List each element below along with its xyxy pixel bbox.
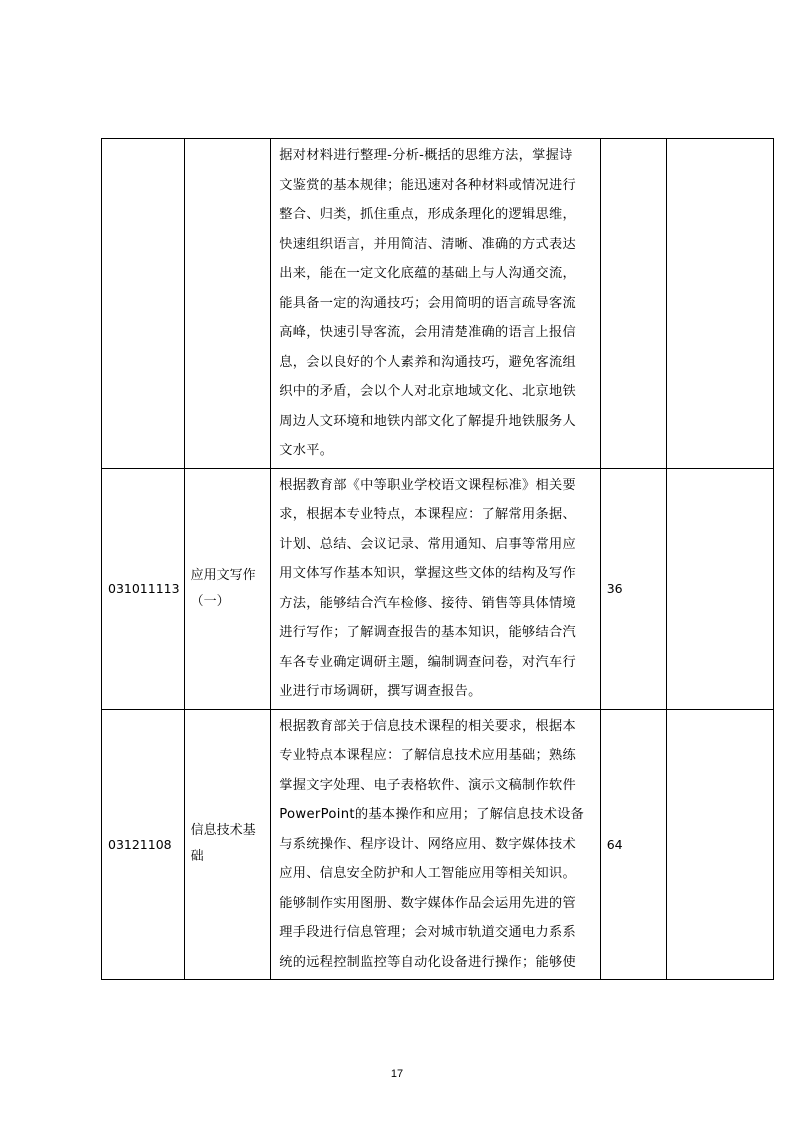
course-code-cell: 031011113	[102, 468, 185, 709]
course-code-cell	[102, 139, 185, 469]
description-line: 车各专业确定调研主题，编制调查问卷，对汽车行	[279, 654, 576, 670]
course-name-cell	[184, 139, 271, 469]
description-line: 掌握文字处理、电子表格软件、演示文稿制作软件	[279, 777, 576, 793]
remarks-cell	[667, 468, 774, 709]
remarks-cell	[667, 139, 774, 469]
description-line: 根据教育部关于信息技术课程的相关要求，根据本	[279, 718, 576, 734]
course-description-cell	[271, 139, 600, 469]
description-line: 根据教育部《中等职业学校语文课程标准》相关要	[279, 477, 576, 493]
course-name-cell: 信息技术基础	[184, 709, 271, 980]
course-code-cell: 03121108	[102, 709, 185, 980]
course-description-cell	[271, 709, 600, 980]
description-line: 理手段进行信息管理；会对城市轨道交通电力系系	[279, 925, 576, 940]
description-line: 统的远程控制监控等自动化设备进行操作；能够使	[279, 954, 576, 970]
description-line: 据对材料进行整理-分析-概括的思维方法，掌握诗	[279, 148, 573, 163]
description-line: 应用、信息安全防护和人工智能应用等相关知识。	[279, 866, 576, 881]
course-table-body	[102, 139, 774, 980]
description-line: 能具备一定的沟通技巧；会用简明的语言疏导客流	[279, 295, 576, 311]
course-hours-cell	[600, 139, 666, 469]
table-row	[102, 139, 774, 469]
description-line: 整合、归类，抓住重点，形成条理化的逻辑思维，	[279, 207, 576, 222]
description-line: 息，会以良好的个人素养和沟通技巧，避免客流组	[279, 354, 576, 370]
page-number: 17	[390, 1068, 404, 1080]
description-line: 计划、总结、会议记录、常用通知、启事等常用应	[279, 536, 576, 552]
description-line: 求，根据本专业特点，本课程应：了解常用条据、	[279, 507, 576, 522]
description-line: 专业特点本课程应：了解信息技术应用基础；熟练	[279, 748, 576, 763]
course-hours-cell: 64	[600, 709, 666, 980]
table-row	[102, 468, 774, 709]
description-line: 快速组织语言，并用简洁、清晰、准确的方式表达	[279, 236, 576, 252]
description-line: 方法，能够结合汽车检修、接待、销售等具体情境	[279, 595, 576, 611]
description-line: 高峰，快速引导客流，会用清楚准确的语言上报信	[279, 325, 576, 340]
course-hours-cell: 36	[600, 468, 666, 709]
description-line: 业进行市场调研，撰写调查报告。	[279, 684, 482, 699]
description-line: 文鉴赏的基本规律；能迅速对各种材料或情况进行	[279, 177, 576, 193]
course-table	[101, 138, 774, 980]
description-line: 进行写作；了解调查报告的基本知识，能够结合汽	[279, 625, 576, 640]
description-line: 能够制作实用图册、数字媒体作品会运用先进的管	[279, 895, 576, 911]
description-line: 用文体写作基本知识，掌握这些文体的结构及写作	[279, 566, 576, 581]
remarks-cell	[667, 709, 774, 980]
description-line: PowerPoint的基本操作和应用；了解信息技术设备	[279, 807, 585, 822]
description-line: 出来，能在一定文化底蕴的基础上与人沟通交流，	[279, 266, 576, 281]
description-line: 周边人文环境和地铁内部文化了解提升地铁服务人	[279, 413, 576, 429]
description-line: 与系统操作、程序设计、网络应用、数字媒体技术	[279, 836, 576, 852]
course-name-cell: 应用文写作（一）	[184, 468, 271, 709]
course-description-cell	[271, 468, 600, 709]
description-line: 织中的矛盾，会以个人对北京地域文化、北京地铁	[279, 384, 576, 399]
table-row	[102, 709, 774, 980]
description-line: 文水平。	[279, 443, 334, 458]
